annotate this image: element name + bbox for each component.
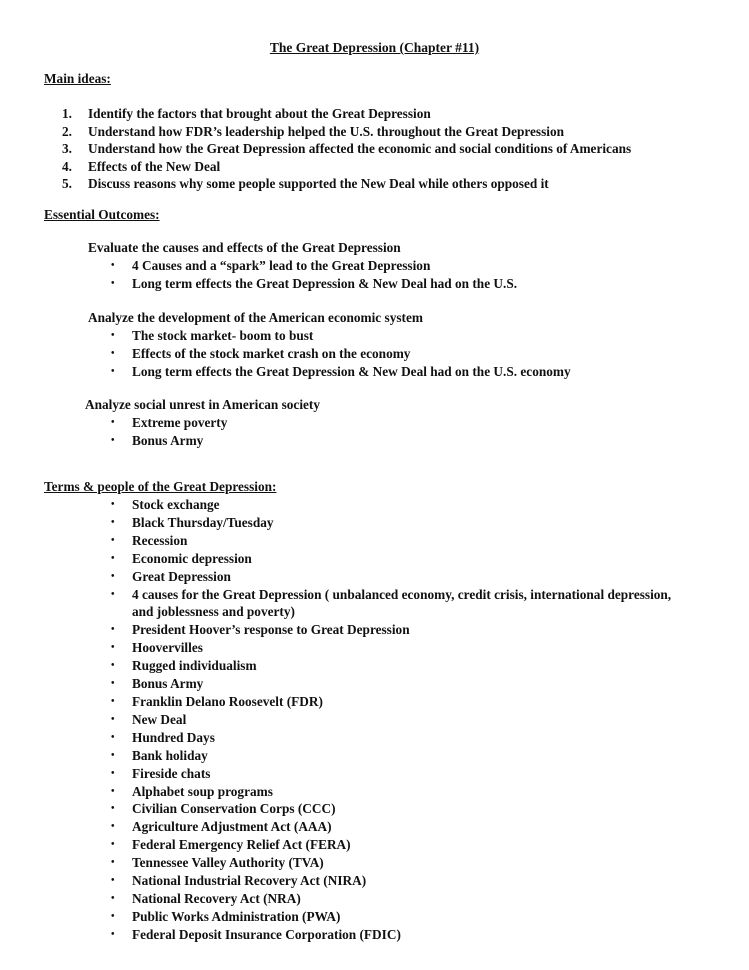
- term-item: [88, 800, 692, 818]
- bullet-icon: •: [111, 366, 115, 377]
- item-text: Discuss reasons why some people supported the New Deal while others opposed it: [88, 176, 549, 192]
- term-text: Federal Deposit Insurance Corporation (FDIC): [132, 926, 401, 942]
- item-number: 4.: [62, 158, 72, 174]
- term-item: [88, 818, 692, 836]
- term-item: [88, 496, 692, 514]
- term-text: Tennessee Valley Authority (TVA): [132, 855, 324, 871]
- term-item: [88, 836, 692, 854]
- document-title: The Great Depression (Chapter #11): [269, 40, 480, 55]
- outcome-group-causes-effects: [88, 239, 517, 293]
- term-item: [88, 532, 692, 550]
- item-text: Effects of the New Deal: [88, 158, 221, 174]
- bullet-text: Bonus Army: [132, 433, 204, 448]
- item-number: 2.: [62, 123, 72, 139]
- term-item: [88, 621, 692, 639]
- term-text: Franklin Delano Roosevelt (FDR): [132, 693, 323, 709]
- term-item: [88, 890, 692, 908]
- bullet-icon: •: [111, 624, 115, 636]
- bullet-text: The stock market- boom to bust: [132, 328, 314, 343]
- bullet-item: [88, 414, 320, 432]
- outcome-title: Analyze social unrest in American society: [85, 397, 321, 412]
- bullet-text: Effects of the stock market crash on the economy: [132, 346, 411, 361]
- term-text: Economic depression: [132, 550, 252, 566]
- bullet-icon: •: [111, 435, 115, 446]
- bullet-icon: •: [111, 785, 115, 797]
- bullet-icon: •: [111, 767, 115, 779]
- bullet-icon: •: [111, 348, 115, 359]
- bullet-icon: •: [111, 803, 115, 815]
- bullet-icon: •: [111, 330, 115, 341]
- term-text: Public Works Administration (PWA): [132, 908, 341, 924]
- term-item: [88, 783, 692, 801]
- main-idea-item: [62, 140, 631, 158]
- bullet-icon: •: [111, 499, 115, 510]
- main-ideas-heading: Main ideas:: [44, 71, 111, 86]
- bullet-text: 4 Causes and a “spark” lead to the Great Depression: [132, 258, 431, 273]
- main-idea-item: [62, 175, 631, 193]
- term-text: Civilian Conservation Corps (CCC): [132, 801, 336, 817]
- bullet-icon: •: [111, 928, 115, 940]
- essential-outcomes-heading: Essential Outcomes:: [44, 207, 160, 222]
- main-ideas-list: [62, 105, 631, 193]
- outcome-bullets: [88, 327, 571, 381]
- term-text: Federal Emergency Relief Act (FERA): [132, 837, 351, 853]
- term-text: President Hoover’s response to Great Depression: [132, 622, 410, 638]
- bullet-icon: •: [111, 910, 115, 922]
- term-text: National Recovery Act (NRA): [132, 890, 301, 906]
- item-text: Understand how FDR’s leadership helped the U.S. throughout the Great Depression: [88, 123, 565, 139]
- term-item: [88, 926, 692, 944]
- term-item: [88, 639, 692, 657]
- term-item: [88, 514, 692, 532]
- term-item: [88, 747, 692, 765]
- term-text: New Deal: [132, 711, 187, 727]
- bullet-icon: •: [111, 749, 115, 761]
- bullet-icon: •: [111, 417, 115, 428]
- term-item: [88, 765, 692, 783]
- term-text: Hoovervilles: [132, 640, 203, 656]
- bullet-icon: •: [111, 713, 115, 725]
- terms-list: [88, 496, 692, 944]
- bullet-item: [88, 363, 571, 381]
- bullet-icon: •: [111, 516, 115, 528]
- bullet-icon: •: [111, 695, 115, 707]
- outcome-bullets: [88, 414, 320, 450]
- main-idea-item: [62, 158, 631, 176]
- term-item: [88, 908, 692, 926]
- bullet-item: [88, 257, 517, 275]
- bullet-icon: •: [111, 260, 115, 271]
- bullet-icon: •: [111, 857, 115, 869]
- bullet-text: Long term effects the Great Depression & New Deal had on the U.S.: [132, 276, 518, 291]
- term-text: Bonus Army: [132, 676, 204, 692]
- term-text: Alphabet soup programs: [132, 783, 273, 799]
- terms-heading: Terms & people of the Great Depression:: [44, 479, 277, 494]
- term-item: [88, 586, 692, 622]
- bullet-icon: •: [111, 875, 115, 887]
- bullet-icon: •: [111, 642, 115, 654]
- term-text: National Industrial Recovery Act (NIRA): [132, 873, 367, 889]
- bullet-item: [88, 432, 320, 450]
- term-item: [88, 550, 692, 568]
- main-idea-item: [62, 123, 631, 141]
- term-item: [88, 854, 692, 872]
- item-text: Identify the factors that brought about the Great Depression: [88, 106, 431, 121]
- term-item: [88, 711, 692, 729]
- bullet-icon: •: [111, 534, 115, 546]
- term-text: Stock exchange: [132, 497, 220, 512]
- bullet-item: [88, 345, 571, 363]
- outcome-group-economic-system: [88, 309, 571, 381]
- bullet-icon: •: [111, 570, 115, 582]
- term-text: Rugged individualism: [132, 658, 257, 674]
- bullet-text: Extreme poverty: [132, 415, 228, 430]
- outcome-bullets: [88, 257, 517, 293]
- bullet-icon: •: [111, 731, 115, 743]
- bullet-icon: •: [111, 278, 115, 289]
- term-item: [88, 693, 692, 711]
- term-item: [88, 872, 692, 890]
- main-idea-item: [62, 105, 631, 123]
- bullet-icon: •: [111, 892, 115, 904]
- term-item: [88, 729, 692, 747]
- term-text: Black Thursday/Tuesday: [132, 514, 274, 530]
- bullet-icon: •: [111, 588, 115, 600]
- term-item: [88, 657, 692, 675]
- bullet-icon: •: [111, 660, 115, 672]
- outcome-group-social-unrest: [85, 396, 320, 450]
- item-number: 1.: [62, 106, 72, 121]
- outcome-title: Evaluate the causes and effects of the Great Depression: [88, 240, 401, 255]
- outcome-title: Analyze the development of the American economic system: [88, 310, 423, 325]
- term-item: [88, 568, 692, 586]
- item-text: Understand how the Great Depression affected the economic and social conditions of Americans: [88, 141, 632, 157]
- bullet-item: [88, 327, 571, 345]
- item-number: 5.: [62, 176, 72, 192]
- bullet-icon: •: [111, 821, 115, 833]
- bullet-text: Long term effects the Great Depression & New Deal had on the U.S. economy: [132, 364, 571, 379]
- term-text: Great Depression: [132, 568, 231, 584]
- bullet-icon: •: [111, 678, 115, 690]
- term-text: Agriculture Adjustment Act (AAA): [132, 819, 332, 835]
- term-text: 4 causes for the Great Depression ( unbalanced economy, credit crisis, international depression, and joblessness and poverty): [132, 586, 672, 620]
- bullet-icon: •: [111, 552, 115, 564]
- term-text: Recession: [132, 532, 188, 548]
- term-text: Bank holiday: [132, 747, 208, 763]
- item-number: 3.: [62, 141, 72, 157]
- term-text: Hundred Days: [132, 729, 215, 745]
- bullet-item: [88, 275, 517, 293]
- term-item: [88, 675, 692, 693]
- bullet-icon: •: [111, 839, 115, 851]
- term-text: Fireside chats: [132, 765, 211, 781]
